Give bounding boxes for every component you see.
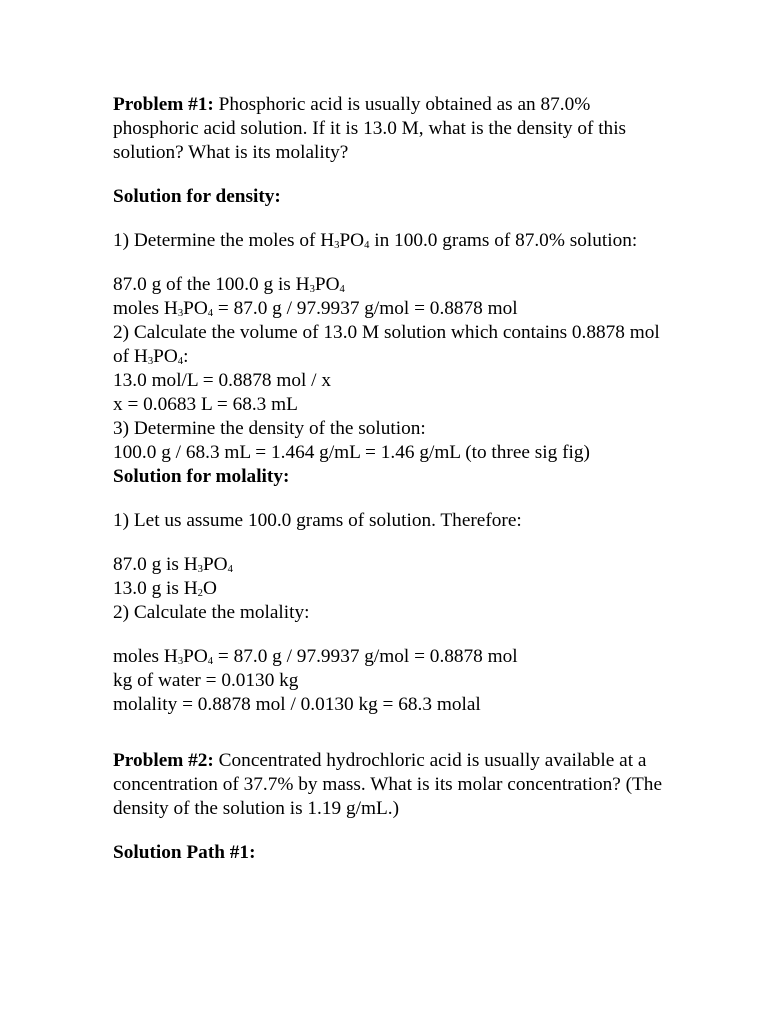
document-body bbox=[113, 93, 673, 865]
molality-step-1: 1) Let us assume 100.0 grams of solution. Therefore: bbox=[113, 510, 522, 531]
density-line-4: x = 0.0683 L = 68.3 mL bbox=[113, 394, 298, 415]
molality-line-3: moles $H_3PO_4 = 87.0$ g / 97.9937 g/mol = 0.8878 mol bbox=[113, 646, 518, 667]
problem-2-label: Problem #2: bbox=[113, 750, 214, 771]
density-step-1: 1) Determine the moles of $H_3PO_4$ in 100.0 grams of 87.0% solution: bbox=[113, 230, 638, 251]
problem-2-statement bbox=[113, 749, 673, 821]
problem-2-text: Concentrated hydrochloric acid is usually available at a concentration of 37.7% by mass. What is its molar concentration? (The density of the solution is 1.19 g/mL.) bbox=[113, 750, 662, 819]
problem-1-label: Problem #1: bbox=[113, 94, 214, 115]
density-step-2: 2) Calculate the volume of 13.0 M solution which contains 0.8878 mol of $H_3PO_4$: bbox=[113, 322, 660, 367]
molality-line-2: 13.0 g is $H_2O$ bbox=[113, 578, 217, 599]
density-line-1: 87.0 g of the 100.0 g is $H_3PO_4$ bbox=[113, 274, 345, 295]
density-step-3: 3) Determine the density of the solution: bbox=[113, 418, 426, 439]
molality-line-4: kg of water = 0.0130 kg bbox=[113, 670, 299, 691]
molality-line-5: molality = 0.8878 mol / 0.0130 kg = 68.3 molal bbox=[113, 694, 481, 715]
density-line-5: 100.0 g / 68.3 mL = 1.464 g/mL = 1.46 g/mL (to three sig fig) bbox=[113, 442, 590, 463]
molality-step-2: 2) Calculate the molality: bbox=[113, 602, 310, 623]
problem-1-statement bbox=[113, 93, 673, 165]
molality-heading: Solution for molality: bbox=[113, 466, 290, 487]
density-line-3: 13.0 mol/L = 0.8878 mol / x bbox=[113, 370, 331, 391]
density-heading: Solution for density: bbox=[113, 186, 281, 207]
solution-path-1-heading: Solution Path #1: bbox=[113, 842, 256, 863]
problem-1-text: Phosphoric acid is usually obtained as an 87.0% phosphoric acid solution. If it is 13.0 M, what is the density of this solution? What is its molality? bbox=[113, 94, 627, 163]
density-line-2: moles $H_3PO_4 = 87.0$ g / 97.9937 g/mol = 0.8878 mol bbox=[113, 298, 518, 319]
molality-line-1: 87.0 g is $H_3PO_4$ bbox=[113, 554, 233, 575]
